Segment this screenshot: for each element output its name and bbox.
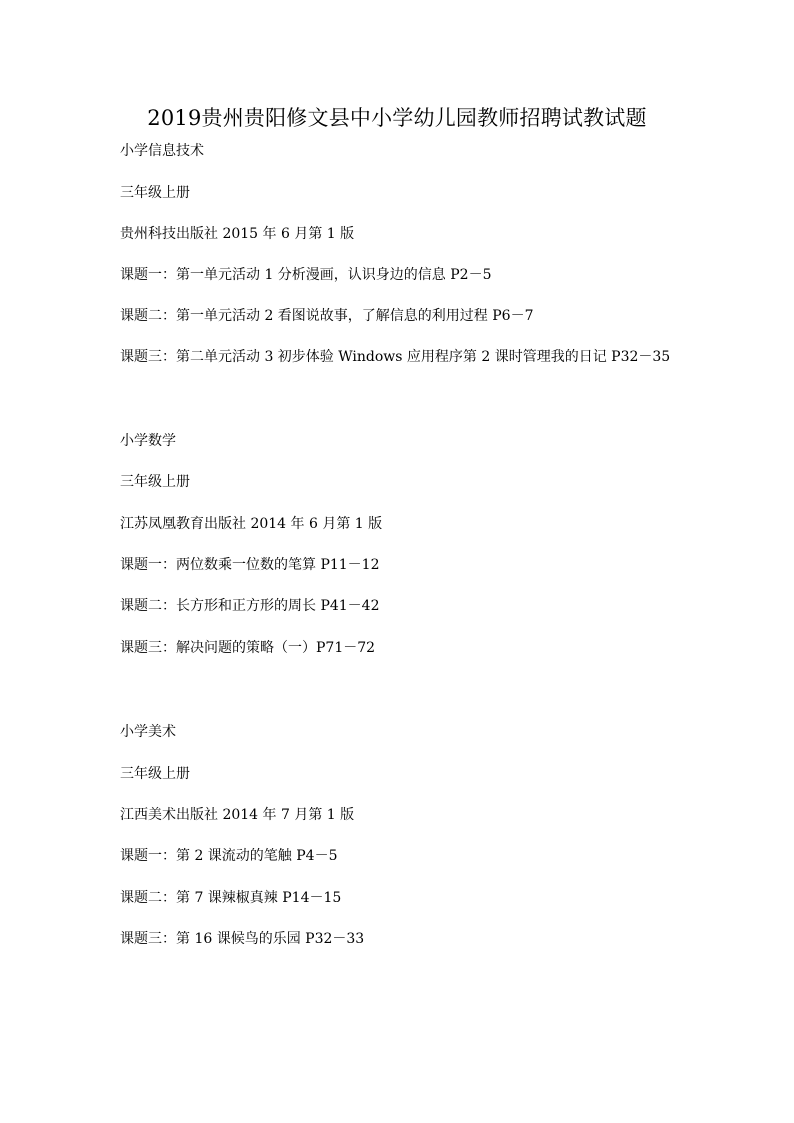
topic-item: 课题二：第一单元活动 2 看图说故事，了解信息的利用过程 P6－7 [120, 308, 534, 324]
topic-item: 课题二：长方形和正方形的周长 P41－42 [120, 598, 380, 614]
topic-item: 课题一：第一单元活动 1 分析漫画，认识身边的信息 P2－5 [120, 267, 492, 283]
topic-item: 课题三：第二单元活动 3 初步体验 Windows 应用程序第 2 课时管理我的日记 P32－35 [120, 349, 671, 365]
topic-item: 课题三：解决问题的策略（一）P71－72 [120, 640, 376, 656]
section-subject-art: 小学美术 [120, 724, 176, 740]
section-publisher-math: 江苏凤凰教育出版社 2014 年 6 月第 1 版 [120, 516, 383, 532]
section-grade-art: 三年级上册 [120, 766, 190, 782]
topic-item: 课题二：第 7 课辣椒真辣 P14－15 [120, 890, 342, 906]
section-subject-math: 小学数学 [120, 433, 176, 449]
section-subject-it: 小学信息技术 [120, 143, 204, 159]
topic-item: 课题一：第 2 课流动的笔触 P4－5 [120, 848, 338, 864]
section-publisher-art: 江西美术出版社 2014 年 7 月第 1 版 [120, 807, 355, 823]
topic-item: 课题三：第 16 课候鸟的乐园 P32－33 [120, 931, 365, 947]
section-grade-math: 三年级上册 [120, 474, 190, 490]
section-grade-it: 三年级上册 [120, 185, 190, 201]
topic-item: 课题一：两位数乘一位数的笔算 P11－12 [120, 557, 380, 573]
document-title: 2019贵州贵阳修文县中小学幼儿园教师招聘试教试题 [147, 106, 647, 130]
section-publisher-it: 贵州科技出版社 2015 年 6 月第 1 版 [120, 226, 355, 242]
